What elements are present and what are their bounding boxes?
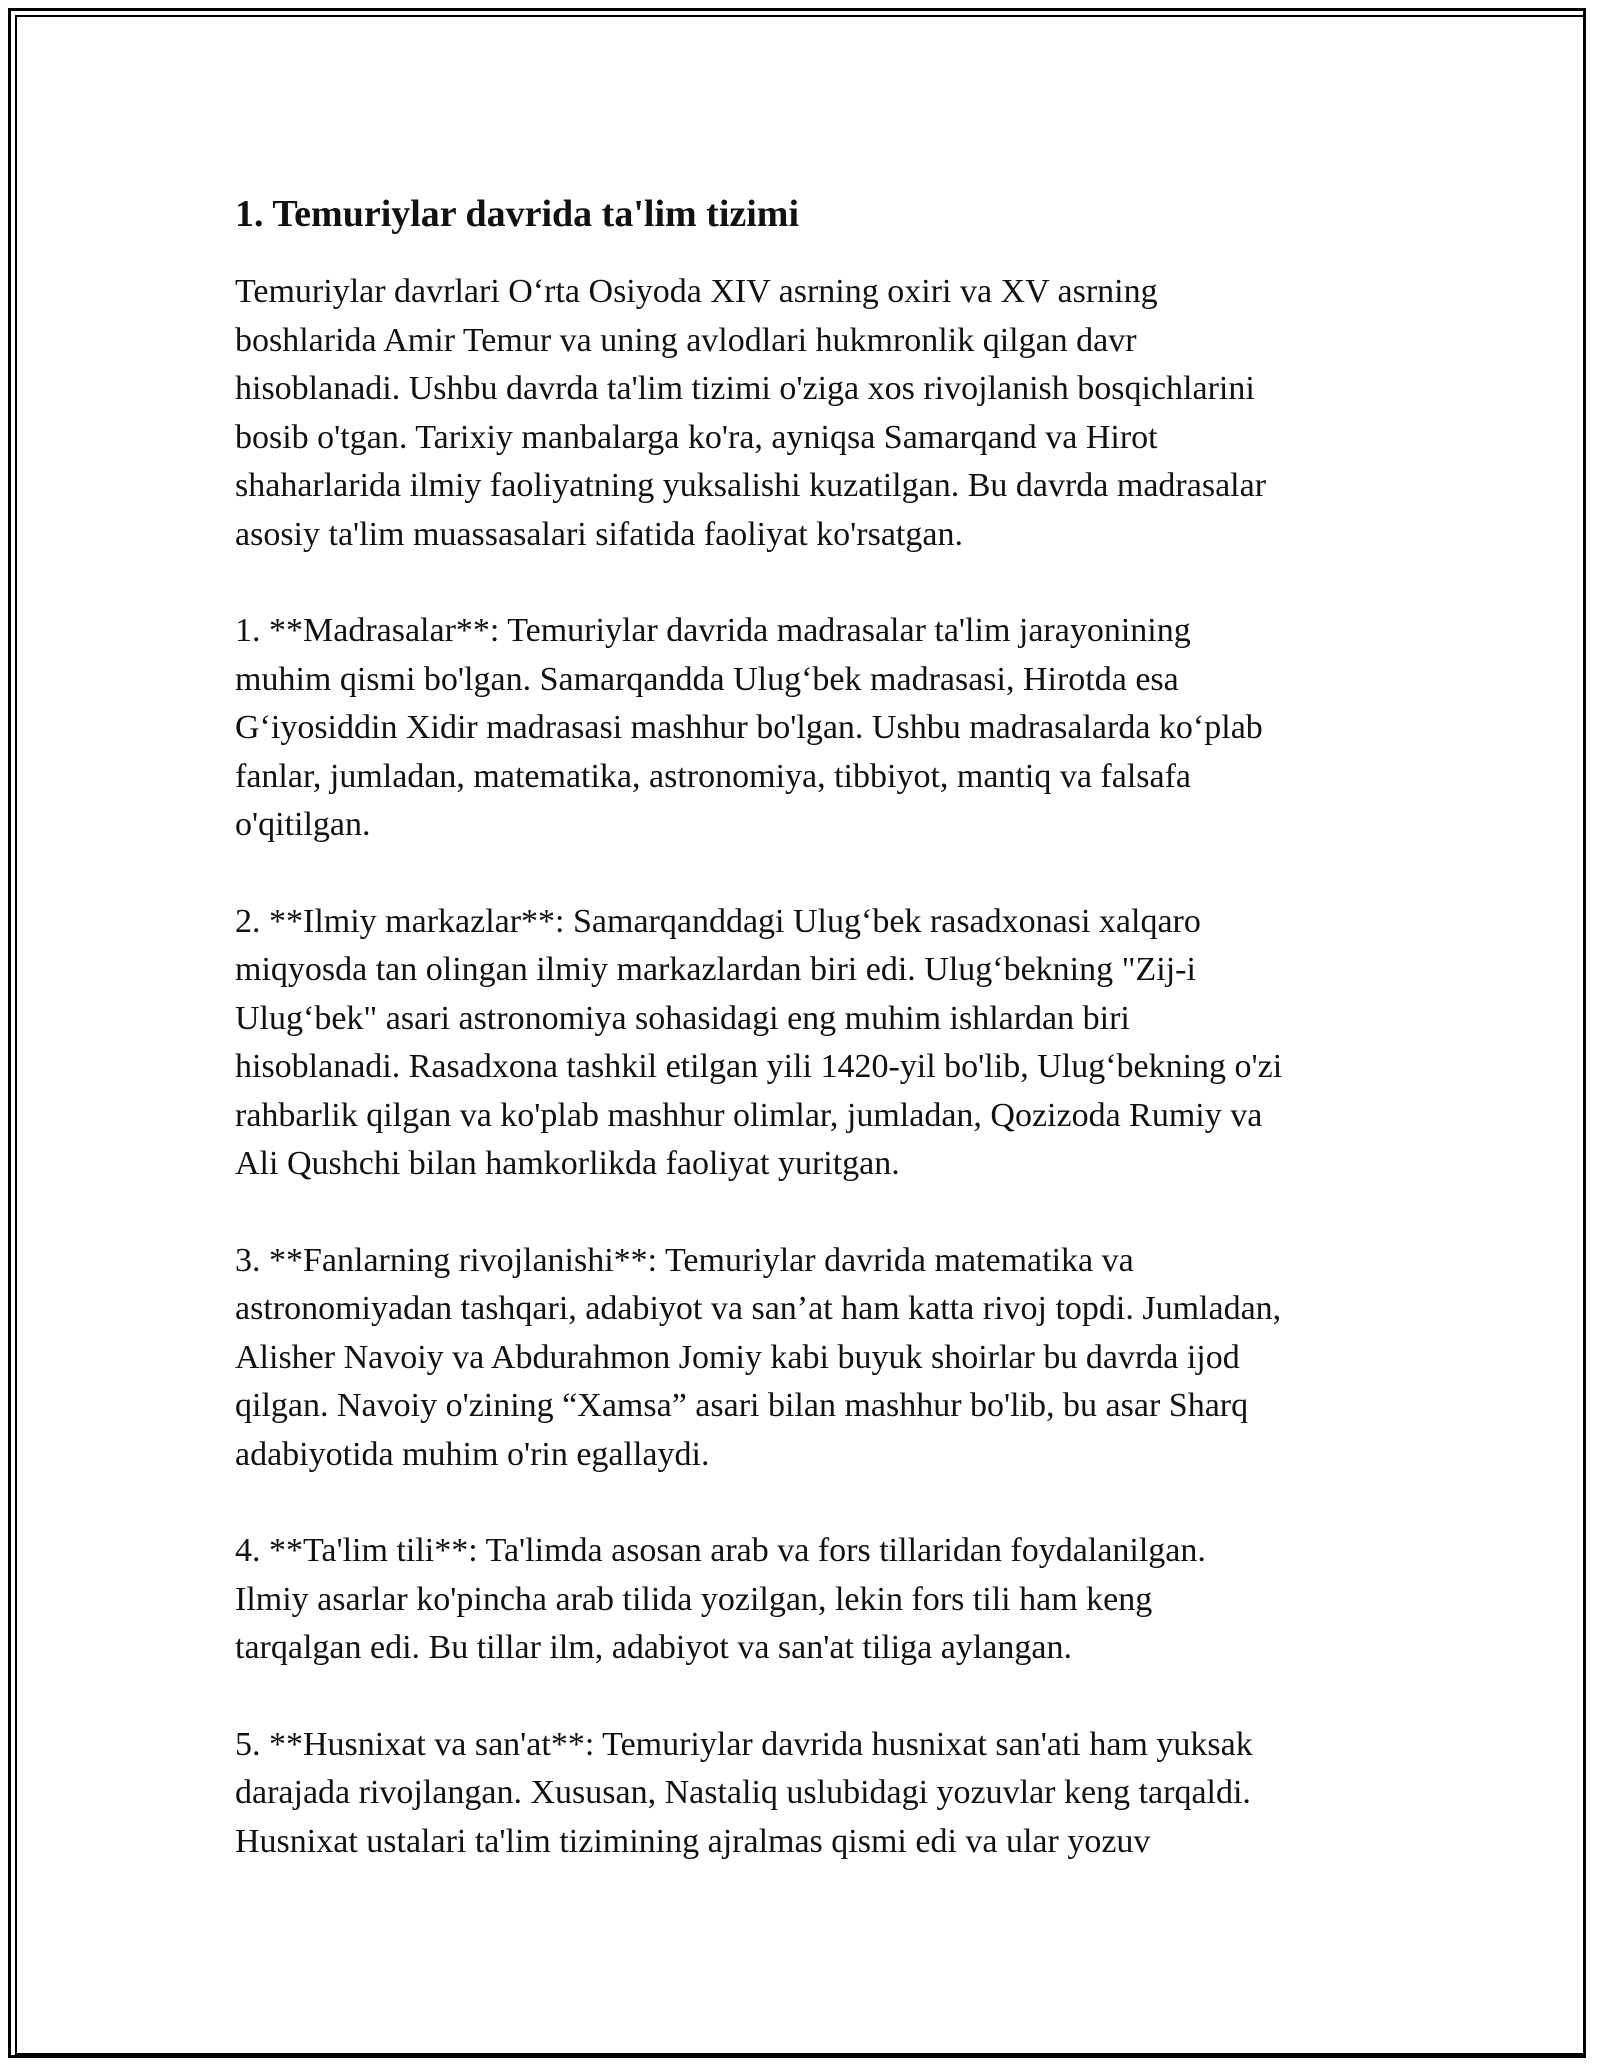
- talim-tili-paragraph: 4. **Ta'lim tili**: Ta'limda asosan arab va fors tillaridan foydalanilgan. Ilmiy asarlar ko'pincha arab tilida yozilgan, lekin fors tili ham keng tarqalgan edi. Bu tillar ilm, adabiyot va san'at tiliga aylangan.: [235, 1532, 1206, 1666]
- madrasalar-paragraph: 1. **Madrasalar**: Temuriylar davrida madrasalar ta'lim jarayonining muhim qismi bo'lgan. Samarqandda Ulug‘bek madrasasi, Hirotda esa G‘iyosiddin Xidir madrasasi mashhur bo'lgan. Ushbu madrasalarda ko‘plab fanlar, jumladan, matematika, astronomiya, tibbiyot, mantiq va falsafa o'qitilgan.: [235, 612, 1263, 843]
- intro-paragraph: Temuriylar davrlari O‘rta Osiyoda XIV asrning oxiri va XV asrning boshlarida Amir Temur va uning avlodlari hukmronlik qilgan davr hisoblanadi. Ushbu davrda ta'lim tizimi o'ziga xos rivojlanish bosqichlarini bosib o'tgan. Tarixiy manbalarga ko'ra, ayniqsa Samarqand va Hirot shaharlarida ilmiy faoliyatning yuksalishi kuzatilgan. Bu davrda madrasalar asosiy ta'lim muassasalari sifatida faoliyat ko'rsatgan.: [235, 273, 1267, 553]
- section-heading: 1. Temuriylar davrida ta'lim tizimi: [235, 193, 800, 235]
- ilmiy-markazlar-paragraph: 2. **Ilmiy markazlar**: Samarqanddagi Ulug‘bek rasadxonasi xalqaro miqyosda tan olingan ilmiy markazlardan biri edi. Ulug‘bekning "Zij-i Ulug‘bek" asari astronomiya sohasidagi eng muhim ishlardan biri hisoblanadi. Rasadxona tashkil etilgan yili 1420-yil bo'lib, Ulug‘bekning o'zi rahbarlik qilgan va ko'plab mashhur olimlar, jumladan, Qozizoda Rumiy va Ali Qushchi bilan hamkorlikda faoliyat yuritgan.: [235, 902, 1283, 1182]
- document-body: [235, 186, 1375, 1914]
- fanlarning-rivojlanishi-paragraph: 3. **Fanlarning rivojlanishi**: Temuriylar davrida matematika va astronomiyadan tashqari, adabiyot va san’at ham katta rivoj topdi. Jumladan, Alisher Navoiy va Abdurahmon Jomiy kabi buyuk shoirlar bu davrda ijod qilgan. Navoiy o'zining “Xamsa” asari bilan mashhur bo'lib, bu asar Sharq adabiyotida muhim o'rin egallaydi.: [235, 1241, 1282, 1473]
- husnixat-paragraph: 5. **Husnixat va san'at**: Temuriylar davrida husnixat san'ati ham yuksak darajada rivojlangan. Xususan, Nastaliq uslubidagi yozuvlar keng tarqaldi. Husnixat ustalari ta'lim tizimining ajralmas qismi edi va ular yozuv: [235, 1725, 1253, 1860]
